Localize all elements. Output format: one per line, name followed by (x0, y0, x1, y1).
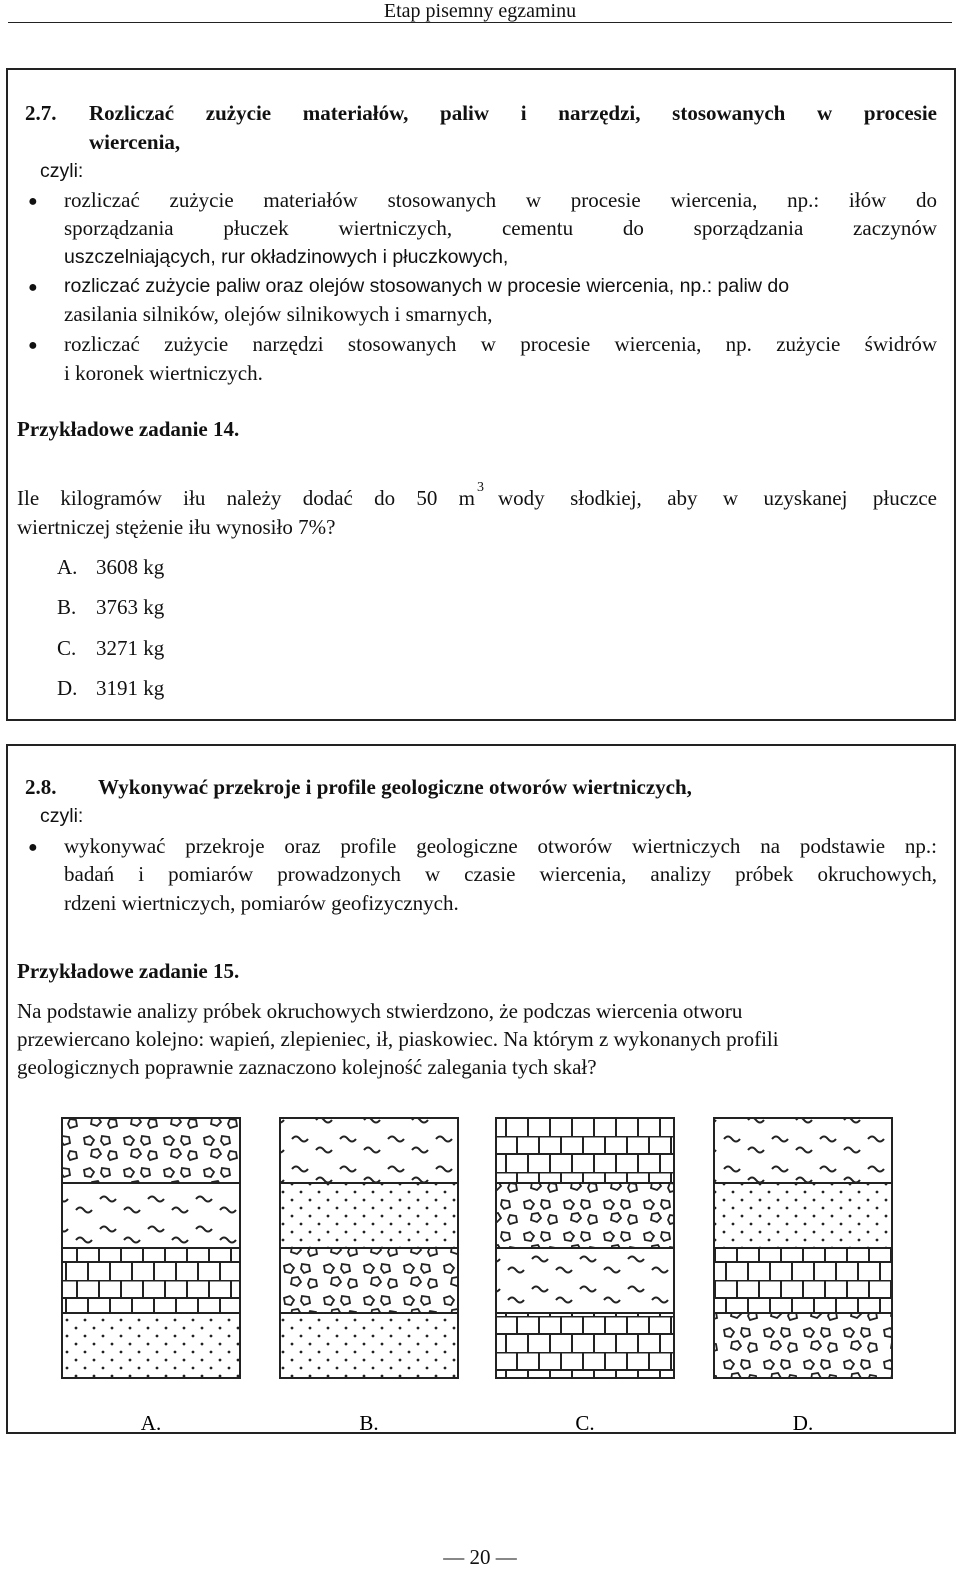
task-14-title: Przykładowe zadanie 14. (17, 417, 240, 441)
bullet-dot-icon: ● (28, 839, 38, 856)
geological-profiles-figure (0, 1100, 960, 1430)
section-2-7-bullet-2-line2: zasilania silników, olejów silnikowych i smarnych, (64, 302, 493, 326)
sandstone-layer (714, 1183, 892, 1248)
sandstone-layer (280, 1313, 458, 1378)
task-15-line1: Na podstawie analizy próbek okruchowych stwierdzono, że podczas wiercenia otworu (17, 999, 743, 1023)
section-2-8-czyli: czyli: (40, 805, 84, 827)
profile-label: B. (359, 1411, 379, 1430)
conglomerate-layer (62, 1118, 240, 1183)
section-2-7-heading-line2: wiercenia, (89, 130, 181, 154)
task-15-title: Przykładowe zadanie 15. (17, 959, 240, 983)
section-2-7-czyli: czyli: (40, 160, 84, 182)
limestone-layer (714, 1248, 892, 1313)
limestone-layer (496, 1118, 674, 1183)
task-14-question-line1-end: wody słodkiej, aby w uzyskanej płuczce (498, 486, 937, 510)
task-14-question-line2: wiertniczej stężenie iłu wynosiło 7%? (17, 515, 336, 539)
page-header: Etap pisemny egzaminu (383, 0, 577, 22)
task-14-superscript: 3 (477, 480, 484, 495)
sandstone-layer (62, 1313, 240, 1378)
conglomerate-layer (714, 1313, 892, 1378)
section-2-8-bullet-line3: rdzeni wiertniczych, pomiarów geofizycznych. (64, 891, 459, 915)
profile-d (714, 1118, 892, 1430)
option-b-text: 3763 kg (96, 595, 165, 619)
option-c-letter: C. (57, 636, 77, 660)
option-a-letter: A. (57, 555, 78, 579)
bullet-dot-icon: ● (28, 193, 38, 210)
sandstone-layer (280, 1183, 458, 1248)
section-2-7-bullet-2-line1: rozliczać zużycie paliw oraz olejów stosowanych w procesie wiercenia, np.: paliw do (64, 275, 790, 297)
section-2-7-heading-line1: Rozliczać zużycie materiałów, paliw i narzędzi, stosowanych w procesie (89, 101, 937, 125)
clay-layer (62, 1183, 240, 1248)
section-2-8-heading: Wykonywać przekroje i profile geologiczne otworów wiertniczych, (98, 775, 692, 799)
option-d-text: 3191 kg (96, 676, 165, 700)
section-2-8-bullet-line1: wykonywać przekroje oraz profile geologiczne otworów wiertniczych na podstawie np.: (64, 834, 937, 858)
section-2-7-number: 2.7. (25, 101, 57, 125)
limestone-layer (62, 1248, 240, 1313)
task-15-line2: przewiercano kolejno: wapień, zlepieniec, ił, piaskowiec. Na którym z wykonanych profili (17, 1027, 779, 1051)
profile-a (62, 1118, 240, 1430)
clay-layer (280, 1118, 458, 1183)
section-2-7-box (6, 68, 956, 721)
option-c-text: 3271 kg (96, 636, 165, 660)
profile-c (496, 1118, 674, 1430)
conglomerate-layer (280, 1248, 458, 1313)
section-2-8-bullet-line2: badań i pomiarów prowadzonych w czasie wiercenia, analizy próbek okruchowych, (64, 862, 937, 886)
section-2-7-bullet-1-line1: rozliczać zużycie materiałów stosowanych w procesie wiercenia, np.: iłów do (64, 188, 937, 212)
profile-label: C. (575, 1411, 595, 1430)
section-2-7-bullet-3-line1: rozliczać zużycie narzędzi stosowanych w procesie wiercenia, np. zużycie świdrów (64, 332, 937, 356)
bullet-dot-icon: ● (28, 337, 38, 354)
option-b-letter: B. (57, 595, 77, 619)
page-number: — 20 — (443, 1545, 517, 1569)
section-2-7-bullet-1-line3: uszczelniających, rur okładzinowych i płuczkowych, (64, 246, 509, 268)
profile-b (280, 1118, 458, 1430)
task-15-line3: geologicznych poprawnie zaznaczono kolejność zalegania tych skał? (17, 1055, 597, 1079)
clay-layer (714, 1118, 892, 1183)
profile-label: D. (792, 1411, 814, 1430)
header-divider (8, 22, 952, 23)
conglomerate-layer (496, 1183, 674, 1248)
section-2-7-bullet-3-line2: i koronek wiertniczych. (64, 361, 263, 385)
section-2-8-number: 2.8. (25, 775, 57, 799)
option-d-letter: D. (57, 676, 78, 700)
section-2-7-bullet-1-line2: sporządzania płuczek wiertniczych, cementu do sporządzania zaczynów (64, 216, 937, 240)
limestone-layer (496, 1313, 674, 1378)
bullet-dot-icon: ● (28, 279, 38, 296)
option-a-text: 3608 kg (96, 555, 165, 579)
clay-layer (496, 1248, 674, 1313)
task-14-question-line1-start: Ile kilogramów iłu należy dodać do 50 m (17, 486, 475, 510)
profile-label: A. (140, 1411, 162, 1430)
